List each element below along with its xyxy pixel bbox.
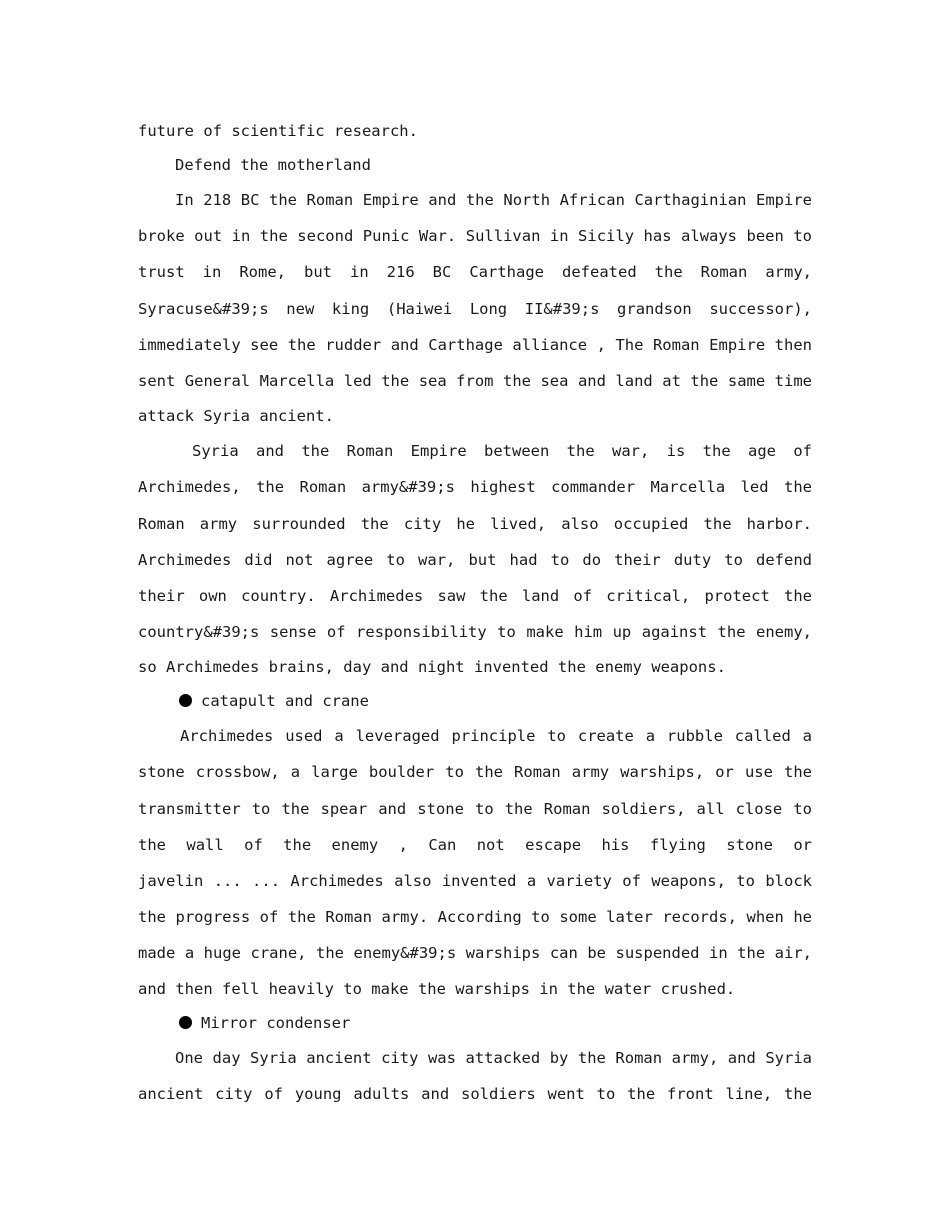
paragraph-line: broke out in the second Punic War. Sullivan in Sicily has always been to: [138, 227, 812, 246]
paragraph-line: stone crossbow, a large boulder to the Roman army warships, or use the: [138, 763, 812, 782]
paragraph-line: transmitter to the spear and stone to the Roman soldiers, all close to: [138, 799, 812, 818]
paragraph-line: Archimedes did not agree to war, but had to do their duty to defend: [138, 550, 812, 569]
bullet-icon: [179, 1016, 192, 1029]
paragraph-line: sent General Marcella led the sea from the sea and land at the same time: [138, 371, 812, 390]
bullet-heading-label: catapult and crane: [201, 692, 369, 711]
paragraph-line: Archimedes, the Roman army&#39;s highest commander Marcella led the: [138, 478, 812, 497]
paragraph-line: immediately see the rudder and Carthage alliance , The Roman Empire then: [138, 335, 812, 354]
paragraph-line: the wall of the enemy , Can not escape his flying stone or: [138, 835, 812, 854]
bullet-icon: [179, 694, 192, 707]
paragraph-line: made a huge crane, the enemy&#39;s warships can be suspended in the air,: [138, 944, 812, 963]
paragraph-line: javelin ... ... Archimedes also invented a variety of weapons, to block: [138, 872, 812, 890]
bullet-heading: [138, 1006, 812, 1040]
paragraph-line: country&#39;s sense of responsibility to make him up against the enemy,: [138, 623, 812, 642]
paragraph-line: Archimedes used a leveraged principle to create a rubble called a: [180, 727, 812, 746]
paragraph-line: ancient city of young adults and soldiers went to the front line, the: [138, 1084, 812, 1103]
paragraph-line: their own country. Archimedes saw the land of critical, protect the: [138, 586, 812, 605]
paragraph-line: In 218 BC the Roman Empire and the North African Carthaginian Empire: [175, 191, 812, 209]
bullet-heading-label: Mirror condenser: [201, 1013, 351, 1032]
section-heading: Defend the motherland: [175, 156, 371, 174]
paragraph-line: Syracuse&#39;s new king (Haiwei Long II&#39;s grandson successor),: [138, 299, 812, 318]
paragraph-line: future of scientific research.: [138, 122, 418, 140]
document-body: [138, 114, 812, 1112]
paragraph-line: One day Syria ancient city was attacked by the Roman army, and Syria: [175, 1048, 812, 1067]
paragraph-line: the progress of the Roman army. According to some later records, when he: [138, 908, 812, 927]
paragraph-line: so Archimedes brains, day and night invented the enemy weapons.: [138, 658, 726, 677]
paragraph-line: Roman army surrounded the city he lived, also occupied the harbor.: [138, 514, 812, 533]
paragraph-line: trust in Rome, but in 216 BC Carthage defeated the Roman army,: [138, 263, 812, 282]
paragraph-line: attack Syria ancient.: [138, 407, 334, 426]
paragraph-line: Syria and the Roman Empire between the war, is the age of: [192, 442, 812, 461]
paragraph-line: and then fell heavily to make the warships in the water crushed.: [138, 979, 736, 998]
bullet-heading: [138, 684, 812, 718]
